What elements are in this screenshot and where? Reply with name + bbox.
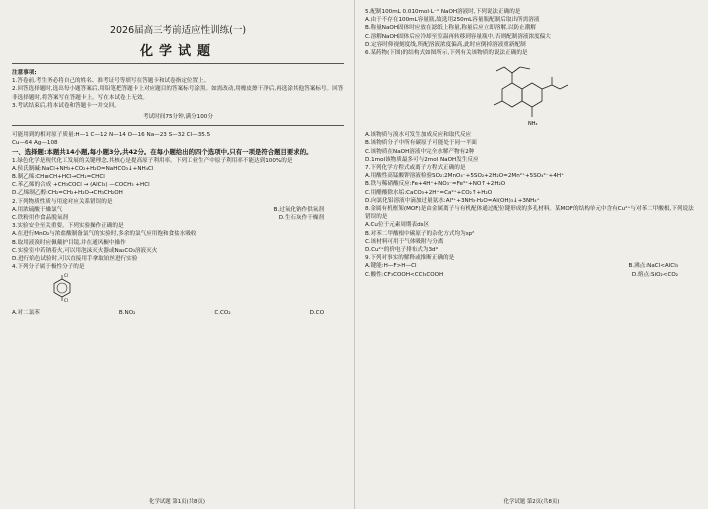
- option-c: C.苯乙烯的合成: [12, 182, 52, 189]
- notice-item: 2.回答选择题时,选出每小题答案后,用铅笔把答题卡上对应题目的答案标号涂黑。如需改动,用橡皮擦干净后,再选涂其他答案标号。回答非选择题时,将答案写在答题卡上。写在本试卷上无效。: [12, 86, 344, 101]
- page-right: [354, 0, 708, 509]
- option-c: C.用醋酸除水垢:CaCO₃+2H⁺=Ca²⁺+CO₂↑+H₂O: [365, 189, 493, 196]
- question-5: [365, 8, 698, 49]
- option-c: C.CO₂: [214, 309, 231, 316]
- chlorine-label: Cl: [64, 298, 68, 304]
- option-b: B.称量NaOH固体时应放在滤纸上称量,称量后应立即溶解,以防止潮解: [365, 25, 536, 32]
- notice-item: 1.答卷前,考生务必将自己的姓名、准考证号等填写在答题卡和试卷指定位置上。: [12, 78, 210, 85]
- drug-molecule-structure: [472, 59, 592, 131]
- question-4: [12, 263, 344, 317]
- amino-group-label: NH₂: [527, 121, 538, 128]
- question-8: [365, 205, 698, 254]
- option-c: C.实验室中若钠着火,可以用泡沫灭火器或Na₂CO₃溶液灭火: [12, 247, 158, 254]
- question-1: [12, 157, 344, 198]
- option-c: C.铁粉用作食品脱氧剂: [12, 215, 69, 222]
- option-b: B.沸点:NaCl<AlCl₃: [628, 263, 678, 270]
- option-d: D.向氯化铝溶液中滴加过量氨水:Al³⁺+3NH₃·H₂O=Al(OH)₃↓+3NH₄⁺: [365, 197, 540, 204]
- question-9: [365, 254, 698, 279]
- question-stem: 6.某药物(下图)的结构式如图所示,下列有关该物质的说法正确的是: [365, 50, 528, 57]
- divider: [12, 63, 344, 64]
- question-stem: 2.下列物质性质与用途对应关系错误的是: [12, 198, 113, 205]
- question-stem: 8.金属有机框架(MOF)是由金属离子与有机配体通过配位键形成的多孔材料。某MOF的结构单元中含有Cu²⁺与对苯二甲酸根,下列说法错误的是: [365, 206, 694, 221]
- option-a: A.对二氯苯: [12, 309, 40, 316]
- option-b: B.NO₂: [118, 309, 136, 316]
- option-c: C.酸性:CF₃COOH<CCl₃COOH: [365, 271, 444, 278]
- option-d: D.Cu²⁺的价电子排布式为3d⁹: [365, 247, 438, 254]
- question-stem: 5.配制100mL 0.010mol·L⁻¹ NaOH溶液时,下列说法正确的是: [365, 9, 521, 15]
- option-a: A.键能:H—F>H—Cl: [365, 263, 417, 270]
- option-a: A.由于不存在100mL容量瓶,故选用250mL容量瓶配制后取出所需溶液: [365, 17, 540, 24]
- page-footer: 化学试题 第1页(共8页): [149, 499, 205, 505]
- notice-block: [12, 69, 344, 121]
- question-stem: 3.实验安全至关重要。下列实验操作正确的是: [12, 223, 124, 230]
- option-b: B.对苯二甲酸根中碳原子的杂化方式均为sp²: [365, 230, 475, 237]
- atomic-mass-block: [12, 131, 344, 147]
- question-stem: 9.下列对事实的解释或推断正确的是: [365, 255, 455, 262]
- option-d: D.定容时仰视刻度线,所配溶液浓度偏高,此时应倒掉溶液重新配制: [365, 41, 526, 48]
- question-stem: 1.绿色化学是现代化工发展的关键理念,其核心是提高原子利用率。下列工业生产中原子利用率不能达到100%的是: [12, 157, 293, 164]
- option-a: A.用浓硫酸干燥氯气: [12, 206, 63, 213]
- option-d: D.1mol该物质最多可与2mol NaOH发生反应: [365, 156, 479, 163]
- option-c: C.该物质在NaOH溶液中完全水解产物有2种: [365, 148, 475, 155]
- divider: [12, 125, 344, 126]
- page-footer: 化学试题 第2页(共8页): [503, 499, 560, 505]
- exam-time: 考试时间75分钟,满分100分: [143, 114, 213, 121]
- atomic-mass-line: Cu—64 Ag—108: [12, 140, 58, 147]
- option-b: B.该物质分子中所有碳原子可能处于同一平面: [365, 140, 477, 147]
- option-d: D.熔点:SiO₂<CO₂: [631, 271, 678, 278]
- section-heading: 一、选择题:本题共14小题,每小题3分,共42分。在每小题给出的四个选项中,只有一项是符合题目要求的。: [12, 147, 313, 156]
- option-b: B.铁与稀硝酸反应:Fe+4H⁺+NO₃⁻=Fe³⁺+NO↑+2H₂O: [365, 181, 506, 188]
- option-d: D.生石灰作干燥剂: [278, 215, 324, 222]
- question-stem: 7.下列化学方程式或离子方程式正确的是: [365, 165, 466, 172]
- notice-item: 3.考试结束后,将本试卷和答题卡一并交回。: [12, 102, 120, 109]
- option-b: B.取用液溴时应佩戴护目镜,并在通风橱中操作: [12, 239, 126, 246]
- question-2: [12, 198, 344, 223]
- option-c: C.该材料可用于气体吸附与分离: [365, 238, 444, 245]
- atomic-mass-line: 可能用到的相对原子质量:H—1 C—12 N—14 O—16 Na—23 S—32 Cl—35.5: [12, 132, 211, 139]
- option-d: D.CO: [309, 309, 324, 316]
- option-a: A.该物质与溴水可发生加成反应和取代反应: [365, 132, 472, 139]
- chlorine-label: Cl: [64, 273, 68, 279]
- exam-title: 2026届高三考前适应性训练(一): [109, 25, 247, 36]
- option-a: A.Cu位于元素周期表ds区: [365, 222, 430, 229]
- question-stem: 4.下列分子属于极性分子的是: [12, 264, 85, 271]
- dichlorobenzene-structure: [42, 273, 82, 303]
- option-a: A.用酸性高锰酸钾溶液检验SO₂:2MnO₄⁻+5SO₂+2H₂O=2Mn²⁺+5SO₄²⁻+4H⁺: [365, 173, 565, 180]
- subject-title: 化学试题: [139, 44, 216, 59]
- question-7: [365, 164, 698, 205]
- question-6: [365, 49, 698, 164]
- option-b: B.过氧化钠作供氧剂: [273, 206, 324, 213]
- option-d: D.乙烯制乙醇:CH₂=CH₂+H₂O→CH₃CH₂OH: [12, 190, 123, 197]
- notice-heading: 注意事项:: [12, 70, 37, 76]
- option-a: A.侯氏制碱:NaCl+NH₃+CO₂+H₂O=NaHCO₃↓+NH₄Cl: [12, 165, 154, 172]
- option-d: D.进行焰色试验时,可以直接用手拿取铂丝进行实验: [12, 256, 138, 263]
- option-a: A.在进行MnO₂与浓盐酸制备氯气的实验时,多余的氯气应用饱和食盐水吸收: [12, 231, 197, 238]
- option-c-equation: +CH₃COCl → (AlCl₃) —COCH₃ +HCl: [53, 182, 150, 189]
- question-3: [12, 222, 344, 263]
- option-c: C.溶解NaOH固体后应冷却至室温再转移到容量瓶中,否则配制溶液浓度偏大: [365, 33, 551, 40]
- option-b: B.制乙烯:CH≡CH+HCl→CH₂=CHCl: [12, 174, 105, 181]
